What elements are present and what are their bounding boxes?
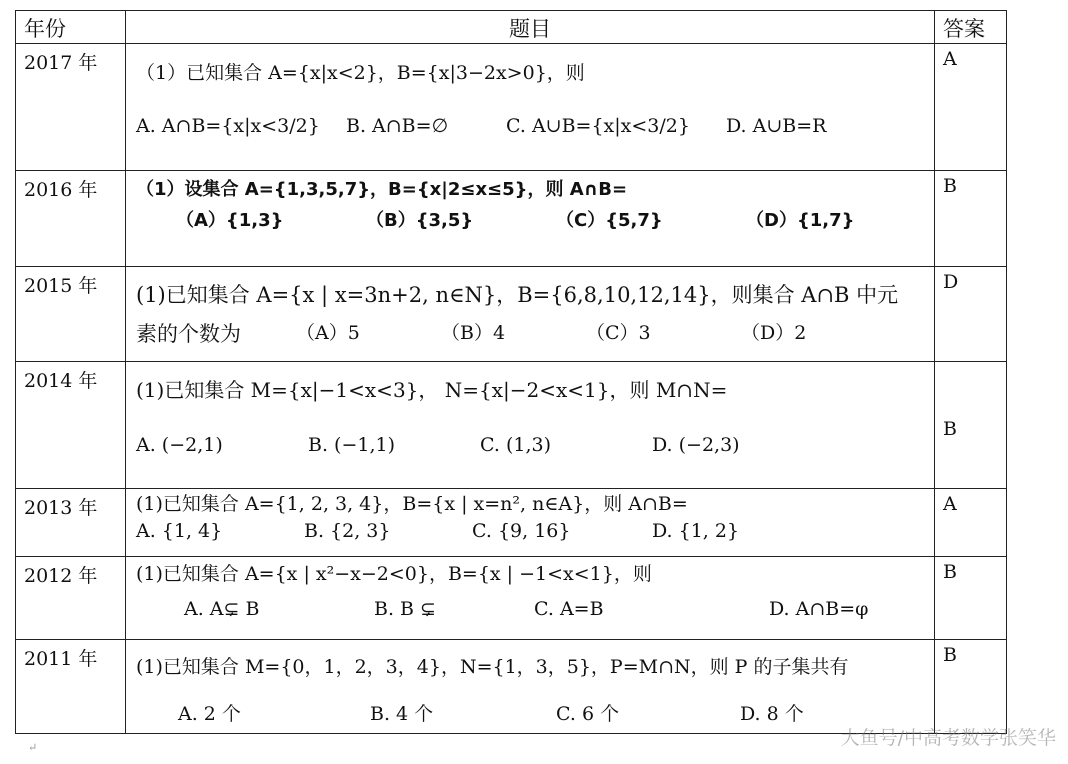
option-c: C. (1,3)	[480, 434, 551, 456]
year-cell: 2016 年	[16, 171, 126, 266]
header-answer: 答案	[943, 17, 985, 41]
year-cell: 2014 年	[16, 362, 126, 488]
option-a: A. A∩B={x|x<3/2}	[136, 114, 320, 137]
option-a: （A）{1,3}	[176, 210, 284, 232]
option-b: （B）{3,5}	[366, 210, 474, 232]
question-text: (1)已知集合 A={x | x²−x−2<0}，B={x | −1<x<1}，则	[136, 563, 652, 585]
option-a: A. {1, 4}	[136, 519, 223, 542]
question-cell	[126, 267, 935, 361]
options	[136, 520, 924, 542]
question-cell	[126, 557, 935, 639]
option-c: C. A∪B={x|x<3/2}	[506, 114, 690, 137]
answer-cell: B	[943, 175, 957, 197]
option-c: C. A=B	[534, 597, 604, 620]
option-b: B. 4 个	[370, 702, 434, 725]
answer-cell: A	[943, 493, 957, 515]
question-text: (1)已知集合 A={x | x=3n+2, n∈N}，B={6,8,10,12,14}，则集合 A∩B 中元	[136, 283, 899, 307]
option-c: C. 6 个	[556, 702, 620, 725]
options	[136, 699, 924, 726]
year-cell: 2015 年	[16, 267, 126, 361]
table-row	[16, 361, 1006, 488]
option-d: （D）{1,7}	[746, 210, 855, 232]
header-year: 年份	[16, 11, 126, 43]
options	[136, 206, 924, 232]
watermark: 大鱼号/中高考数学张笑华	[840, 727, 1056, 749]
table-row	[16, 556, 1006, 639]
exam-table	[15, 10, 1007, 734]
option-d: D. A∪B=R	[726, 114, 827, 137]
option-a: （A）5	[296, 322, 360, 345]
option-b: B. {2, 3}	[304, 519, 391, 542]
option-b: B. A∩B=∅	[346, 114, 449, 137]
question-cell	[126, 362, 935, 488]
year-cell: 2012 年	[16, 557, 126, 639]
table-row	[16, 43, 1006, 170]
option-d: D. A∩B=φ	[769, 597, 869, 620]
answer-cell: B	[943, 644, 957, 666]
question-text-cont: 素的个数为	[136, 322, 241, 347]
option-d: （D）2	[741, 322, 807, 345]
question-text: (1)已知集合 M={x|−1<x<3}， N={x|−2<x<1}，则 M∩N=	[136, 378, 728, 402]
table-header	[16, 11, 1006, 43]
option-a: A. 2 个	[178, 702, 241, 725]
question-text: (1)已知集合 A={1, 2, 3, 4}，B={x | x=n², n∈A}，则 A∩B=	[136, 493, 688, 515]
option-a: A. A⊊ B	[184, 597, 260, 620]
option-d: D. (−2,3)	[652, 434, 740, 456]
answer-cell: B	[943, 561, 957, 583]
question-cell	[126, 489, 935, 556]
table-row	[16, 170, 1006, 266]
option-c: C. {9, 16}	[472, 519, 571, 542]
header-question: 题目	[126, 11, 935, 43]
options	[136, 434, 924, 456]
table-row	[16, 488, 1006, 556]
option-b: （B）4	[441, 322, 506, 345]
question-cell	[126, 44, 935, 170]
options	[136, 598, 924, 620]
option-b: B. B ⊊	[374, 597, 436, 620]
paragraph-mark: ↵	[28, 741, 38, 754]
table-row	[16, 266, 1006, 361]
option-c: （C）{5,7}	[556, 210, 663, 232]
option-d: D. {1, 2}	[652, 519, 740, 542]
options	[136, 318, 924, 348]
option-d: D. 8 个	[740, 702, 804, 725]
options	[136, 115, 924, 137]
table-row	[16, 639, 1006, 733]
year-cell: 2013 年	[16, 489, 126, 556]
answer-cell: A	[943, 48, 957, 70]
answer-cell: D	[943, 271, 959, 293]
question-text: (1)已知集合 M={0，1，2，3，4}，N={1，3，5}，P=M∩N，则 P 的子集共有	[136, 656, 849, 678]
year-cell: 2011 年	[16, 640, 126, 733]
question-cell	[126, 640, 935, 733]
option-a: A. (−2,1)	[136, 434, 223, 456]
option-c: （C）3	[586, 322, 651, 345]
answer-cell: B	[943, 418, 957, 440]
option-b: B. (−1,1)	[308, 434, 396, 456]
question-text: （1）设集合 A={1,3,5,7}，B={x|2≤x≤5}，则 A∩B=	[136, 179, 628, 200]
year-cell: 2017 年	[16, 44, 126, 170]
question-cell	[126, 171, 935, 266]
question-text: （1）已知集合 A={x|x<2}，B={x|3−2x>0}，则	[136, 62, 585, 84]
